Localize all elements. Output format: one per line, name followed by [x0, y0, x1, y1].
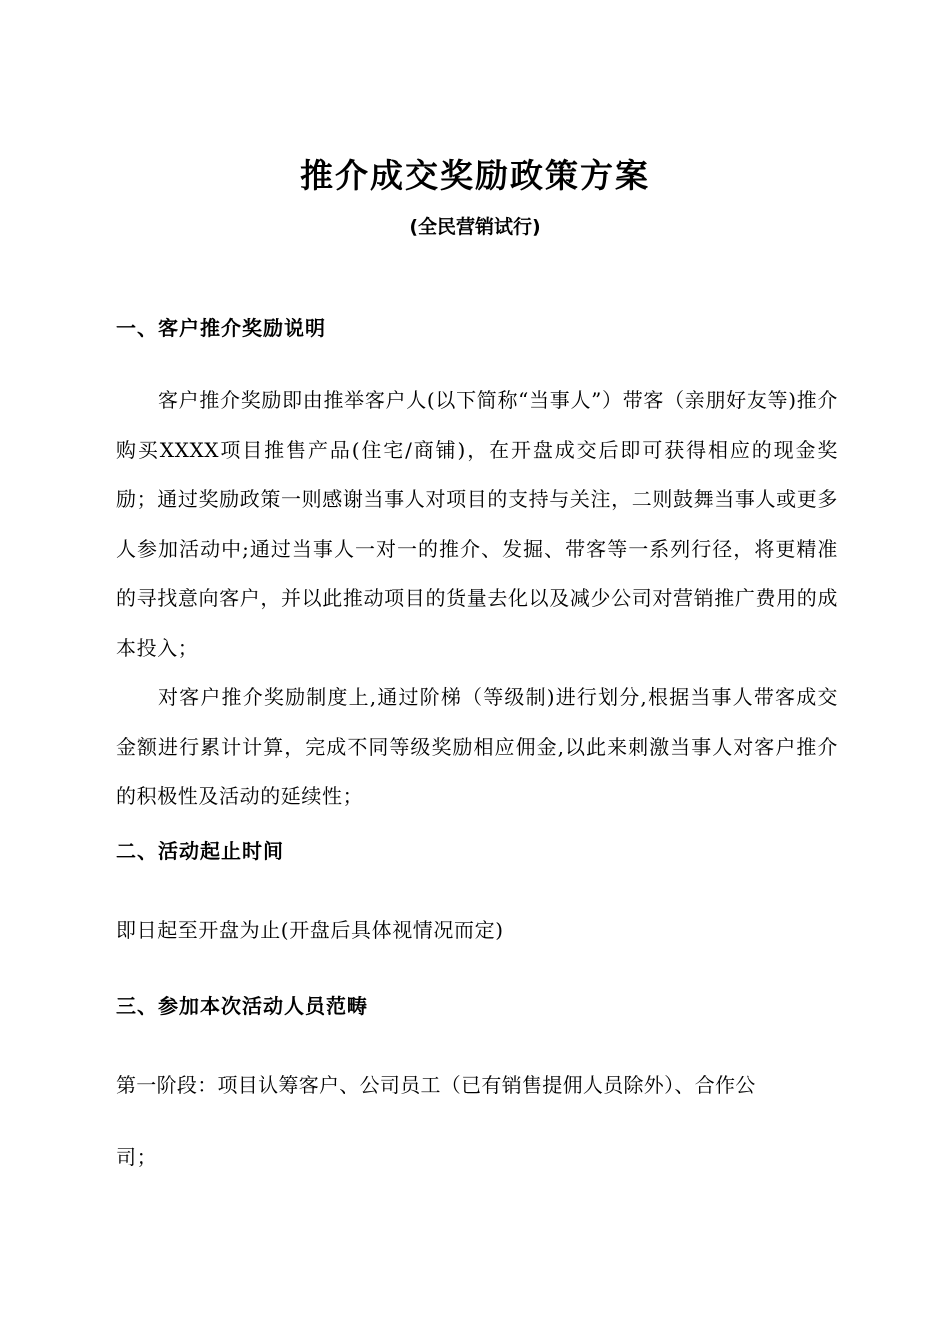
document-subtitle: (全民营销试行) — [409, 216, 541, 238]
section-heading-participants: 三、参加本次活动人员范畴 — [116, 994, 368, 1018]
paragraph-reward-intro: 客户推介奖励即由推举客户人(以下简称“当事人”）带客（亲朋好友等)推介购买XXXX项目推售产品(住宅/商铺)，在开盘成交后即可获得相应的现金奖励；通过奖励政策一则感谢当事人对项目的支持与关注，二则鼓舞当事人或更多人参加活动中;通过当事人一对一的推介、发掘、带客等一系列行径，将更精准的寻找意向客户，并以此推动项目的货量去化以及减少公司对营销推广费用的成本投入； — [116, 388, 838, 660]
participants-text-line1: 第一阶段：项目认筹客户、公司员工（已有销售提佣人员除外）、合作公 — [116, 1073, 756, 1097]
document-title: 推介成交奖励政策方案 — [300, 156, 650, 195]
section-heading-reward-description: 一、客户推介奖励说明 — [116, 316, 326, 340]
participants-text-line2: 司； — [116, 1145, 158, 1169]
paragraph-reward-tiers: 对客户推介奖励制度上,通过阶梯（等级制)进行划分,根据当事人带客成交金额进行累计计算，完成不同等级奖励相应佣金,以此来刺激当事人对客户推介的积极性及活动的延续性； — [116, 685, 838, 808]
section-heading-activity-period: 二、活动起止时间 — [116, 839, 284, 863]
activity-period-text: 即日起至开盘为止(开盘后具体视情况而定) — [116, 918, 504, 942]
